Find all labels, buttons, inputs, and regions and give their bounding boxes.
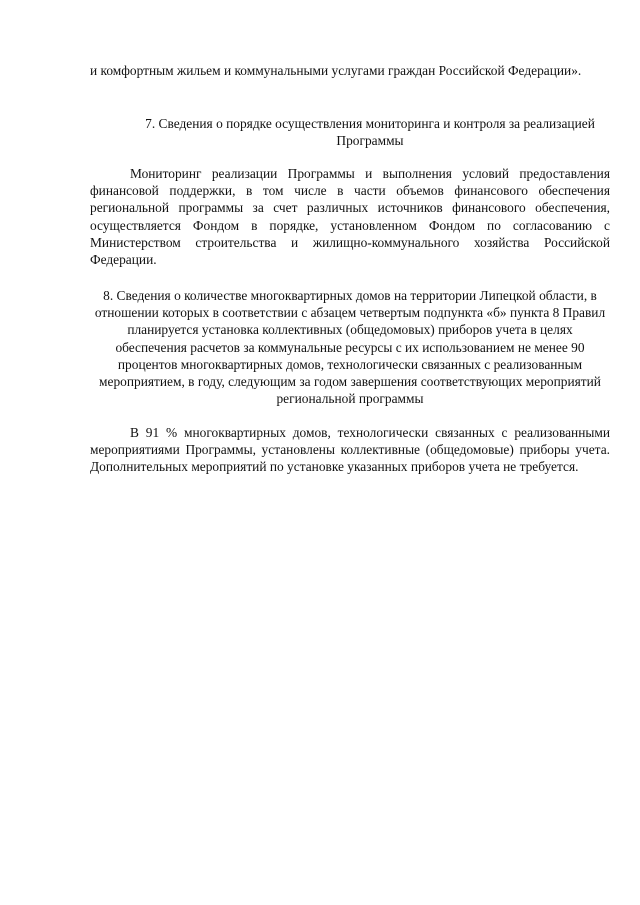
section-8-body: В 91 % многоквартирных домов, технологически связанных с реализованными мероприятиями Программы, установлены коллективные (общедомовые) приборы учета. Дополнительных мероприятий по установке указанных приборов учета не требуется.: [90, 425, 610, 475]
intro-paragraph: и комфортным жильем и коммунальными услугами граждан Российской Федерации».: [90, 63, 582, 78]
section-7-body: Мониторинг реализации Программы и выполнения условий предоставления финансовой поддержки, в том числе в части объемов финансового обеспечения региональной программы за счет различных источников финансового обеспечения, осуществляется Фондом в порядке, установленном Фондом по согласованию с Министерством строительства и жилищно-коммунального хозяйства Российской Федерации.: [90, 166, 610, 268]
section-8-heading: 8. Сведения о количестве многоквартирных домов на территории Липецкой области, в отношении которых в соответствии с абзацем четвертым подпункта «б» пункта 8 Правил планируется установка коллективных (общедомовых) приборов учета в целях обеспечения расчетов за коммунальные ресурсы с их использованием не менее 90 процентов многоквартирных домов, технологически связанных с реализованным мероприятием, в году, следующим за годом завершения соответствующих мероприятий региональной программы: [94, 288, 606, 407]
section-7-heading: 7. Сведения о порядке осуществления мониторинга и контроля за реализацией Программы: [145, 116, 595, 149]
